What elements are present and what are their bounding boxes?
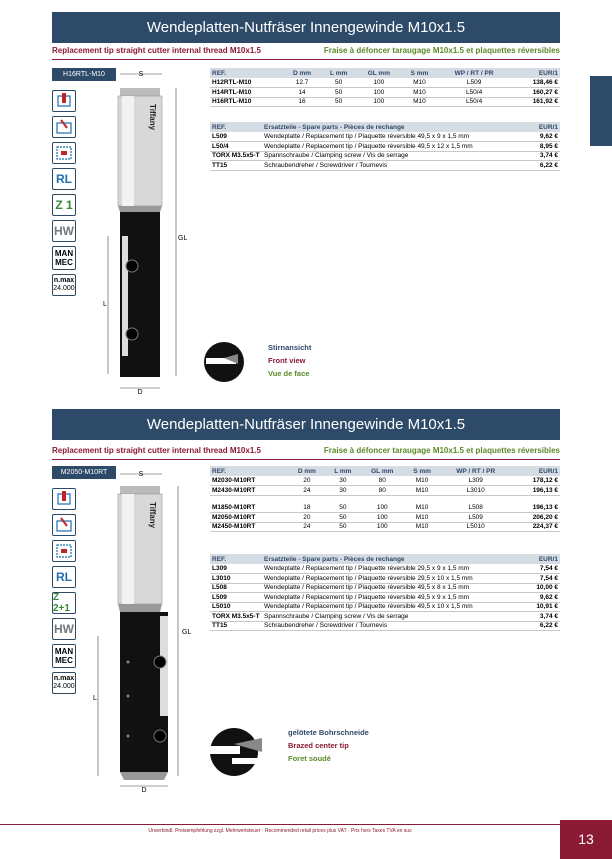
feature-icons (52, 90, 78, 300)
table-row: M2450-M10RT 24 50 100 M10 L5010 224,37 € (212, 523, 558, 531)
section-1-subtitle (52, 44, 560, 58)
table-row: H12RTL-M10 12.7 50 100 M10 L509 138,46 € (212, 79, 558, 86)
dim-gl: GL (178, 235, 188, 242)
footer-divider (0, 824, 560, 825)
table-row-spacer (210, 495, 560, 503)
table-row: M2430-M10RT 24 30 80 M10 L3010 196,13 € (212, 486, 558, 494)
max-speed-badge: n.max 24.000 (52, 672, 76, 694)
product-code-badge: H16RTL-M10 (52, 68, 116, 81)
feed-badge: MAN MEC (52, 644, 76, 668)
dim-s: S (138, 71, 144, 78)
cutter-drawing (100, 66, 200, 398)
max-speed-badge: n.max 24.000 (52, 274, 76, 296)
price-note: Unverbindl. Preisempfehlung zzgl. Mehrwertsteuer · Recommended retail prices plus VAT · Prix hors Taxes TVA en sus (148, 828, 412, 834)
divider (52, 59, 560, 60)
subtitle-en: Replacement tip straight cutter internal thread M10x1.5 (52, 446, 261, 455)
table-row: H14RTL-M10 14 50 100 M10 L50/4 160,27 € (212, 88, 558, 96)
material-badge: HW (52, 220, 76, 242)
teeth-badge: Z 2+1 (52, 592, 76, 614)
subtitle-en: Replacement tip straight cutter internal thread M10x1.5 (52, 46, 261, 55)
table-row: L3010 Wendeplatte / Replacement tip / Plaquette réversible 29,5 x 10 x 1,5 mm 7,54 € (212, 574, 558, 582)
subtitle-fr: Fraise à défoncer taraugage M10x1.5 et plaquettes réversibles (323, 46, 560, 55)
section-2-subtitle (52, 444, 560, 458)
groove-cut-icon (52, 540, 76, 562)
table-row: L50/4 Wendeplatte / Replacement tip / Plaquette réversible 49,5 x 12 x 1,5 mm 8,95 € (212, 142, 558, 150)
spare-parts-table-2: REF. Ersatzteile - Spare parts - Pièces de rechange EUR/1 L309 Wendeplatte / Replacement tip / Plaquette réversible 29,5 x 9 x 1,5 mm 7,54 € L3010 Wendeplatte / Replacement tip / Plaquette réversible 29,5 x 10 x 1,5 mm 7,54 € L508 Wendeplatte / Replacement tip / Plaquette réversible 49,5 x 8 x 1,5 mm 10,00 € L509 Wendeplatte / Replacement tip / Plaquette réversible 49,5 x 9 x 1,5 mm 9,62 € L5010 Wendeplatte / Replacement tip / Plaquette réversible 49,5 x 10 x 1,5 mm 10,91 € TORX M3.5x5-T Spannschraube / Clamping screw / Vis de serrage 3,74 € TT15 Schraubendreher / Screwdriver / Tournevis 6,22 € (212, 555, 558, 630)
groove-cut-icon (52, 142, 76, 164)
product-table-1: REF. D mm L mm GL mm S mm WP / RT / PR EUR/1 H12RTL-M10 12.7 50 100 M10 L509 138,46 € H14RTL-M10 14 50 100 M10 L50/4 160,27 € H16RTL-M10 16 50 100 M10 L50/4 161,92 € (212, 69, 558, 106)
brazed-tip-icon (206, 724, 266, 780)
table-row: L509 Wendeplatte / Replacement tip / Plaquette réversible 49,5 x 9 x 1,5 mm 9,62 € (212, 133, 558, 140)
straight-cut-icon (52, 488, 76, 510)
section-side-tab (590, 76, 612, 146)
product-code-badge: M2050-M10RT (52, 466, 116, 479)
straight-cut-icon (52, 90, 76, 112)
dim-l: L (93, 695, 97, 702)
rotation-badge: RL (52, 566, 76, 588)
cutter-drawing (90, 466, 200, 796)
page-number: 13 (560, 820, 612, 859)
table-row: L5010 Wendeplatte / Replacement tip / Plaquette réversible 49,5 x 10 x 1,5 mm 10,91 € (212, 603, 558, 611)
table-row: TT15 Schraubendreher / Screwdriver / Tournevis 6,22 € (212, 161, 558, 169)
dim-l: L (103, 301, 107, 308)
profile-cut-icon (52, 116, 76, 138)
table-row: L509 Wendeplatte / Replacement tip / Plaquette réversible 49,5 x 9 x 1,5 mm 9,62 € (212, 593, 558, 601)
brand-logo: Tiffany (148, 104, 157, 131)
product-table-2: REF. D mm L mm GL mm S mm WP / RT / PR EUR/1 M2030-M10RT 20 30 80 M10 L309 178,12 € M2430-M10RT 24 30 80 M10 L3010 196,13 € M1850-M10RT 18 50 100 M10 L508 196,13 € M2050-M10RT 20 50 100 M10 L509 206,20 € M2450-M10RT 24 50 100 M10 L5010 224,37 € (212, 467, 558, 531)
feed-badge: MAN MEC (52, 246, 76, 270)
dim-s: S (138, 471, 144, 478)
section-1-title: Wendeplatten-Nutfräser Innengewinde M10x1.5 (52, 12, 560, 43)
dim-d: D (141, 787, 147, 794)
legend-front-view: Stirnansicht Front view Vue de face (268, 343, 312, 378)
material-badge: HW (52, 618, 76, 640)
legend-brazed-tip: gelötete Bohrschneide Brazed center tip Foret soudé (288, 728, 369, 763)
table-row: L309 Wendeplatte / Replacement tip / Plaquette réversible 29,5 x 9 x 1,5 mm 7,54 € (212, 565, 558, 572)
table-row: M2030-M10RT 20 30 80 M10 L309 178,12 € (212, 477, 558, 484)
subtitle-fr: Fraise à défoncer taraugage M10x1.5 et plaquettes réversibles (323, 446, 560, 455)
spare-parts-table-1: REF. Ersatzteile - Spare parts - Pièces de rechange EUR/1 L509 Wendeplatte / Replacement tip / Plaquette réversible 49,5 x 9 x 1,5 mm 9,62 € L50/4 Wendeplatte / Replacement tip / Plaquette réversible 49,5 x 12 x 1,5 mm 8,95 € TORX M3.5x5-T Spannschraube / Clamping screw / Vis de serrage 3,74 € TT15 Schraubendreher / Screwdriver / Tournevis 6,22 € (212, 123, 558, 169)
profile-cut-icon (52, 514, 76, 536)
table-row: L508 Wendeplatte / Replacement tip / Plaquette réversible 49,5 x 8 x 1,5 mm 10,00 € (212, 584, 558, 592)
table-row: M1850-M10RT 18 50 100 M10 L508 196,13 € (212, 504, 558, 511)
feature-icons (52, 488, 78, 698)
rotation-badge: RL (52, 168, 76, 190)
table-row: TT15 Schraubendreher / Screwdriver / Tournevis 6,22 € (212, 622, 558, 630)
table-row: M2050-M10RT 20 50 100 M10 L509 206,20 € (212, 513, 558, 521)
front-view-icon (200, 338, 248, 386)
brand-logo: Tiffany (148, 502, 157, 529)
table-row: TORX M3.5x5-T Spannschraube / Clamping screw / Vis de serrage 3,74 € (212, 152, 558, 160)
divider (52, 459, 560, 460)
teeth-badge: Z 1 (52, 194, 76, 216)
dim-d: D (137, 389, 143, 396)
table-row: TORX M3.5x5-T Spannschraube / Clamping screw / Vis de serrage 3,74 € (212, 612, 558, 620)
page-footer (0, 820, 612, 859)
table-row: H16RTL-M10 16 50 100 M10 L50/4 161,92 € (212, 98, 558, 106)
section-2-title: Wendeplatten-Nutfräser Innengewinde M10x1.5 (52, 409, 560, 440)
dim-gl: GL (182, 629, 192, 636)
